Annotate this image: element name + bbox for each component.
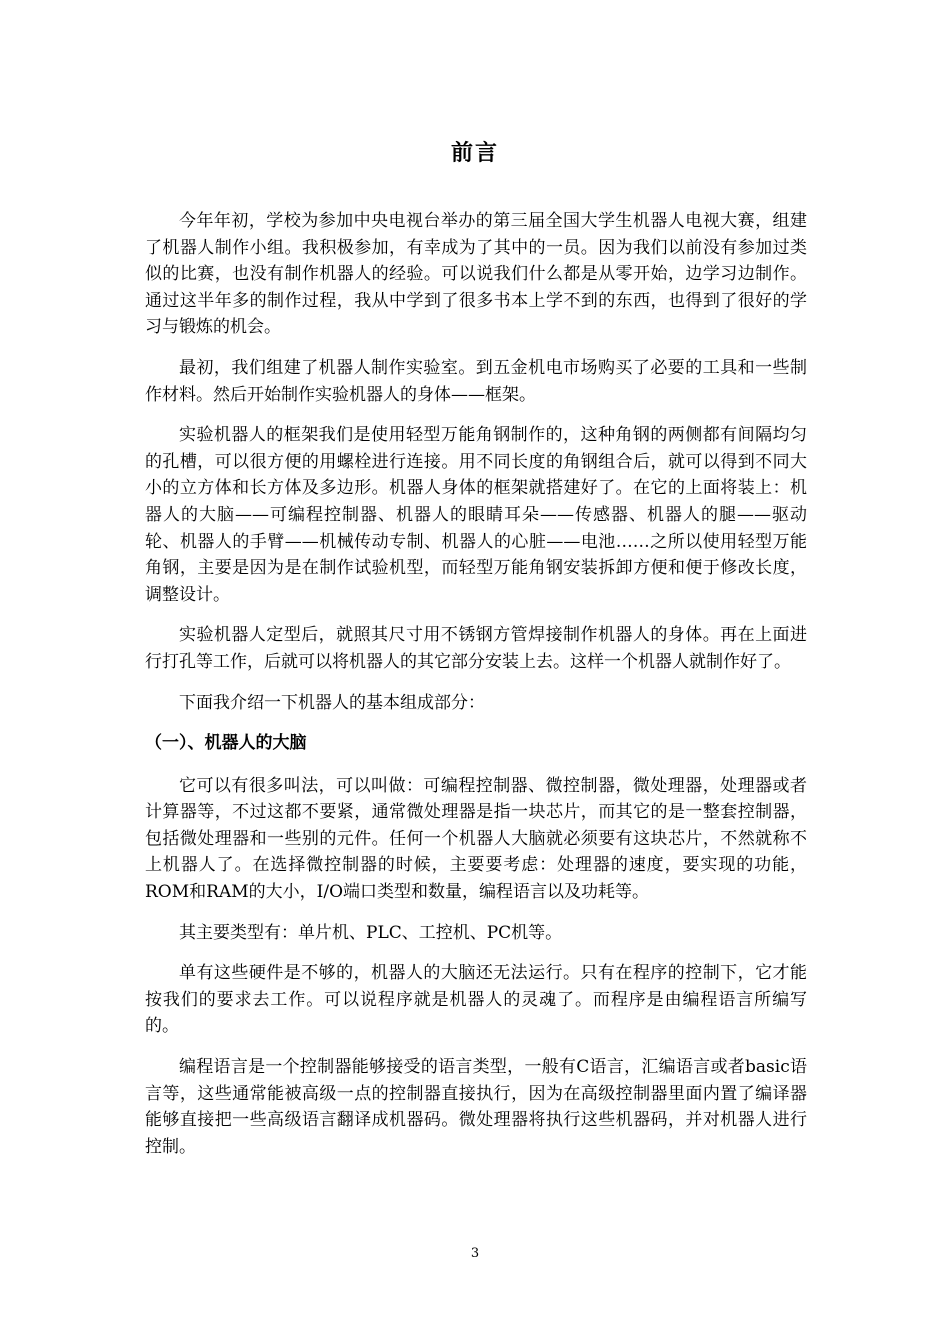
paragraph: 实验机器人的框架我们是使用轻型万能角钢制作的，这种角钢的两侧都有间隔均匀的孔槽，可以很方便的用螺栓进行连接。用不同长度的角钢组合后，就可以得到不同大小的立方体和长方体及多边形。机器人身体的框架就搭建好了。在它的上面将装上：机器人的大脑——可编程控制器、机器人的眼睛耳朵——传感器、机器人的腿——驱动轮、机器人的手臂——机械传动专制、机器人的心脏——电池……之所以使用轻型万能角钢，主要是因为是在制作试验机型，而轻型万能角钢安装拆卸方便和便于修改长度，调整设计。 — [145, 425, 807, 605]
paragraph: 最初，我们组建了机器人制作实验室。到五金机电市场购买了必要的工具和一些制作材料。然后开始制作实验机器人的身体——框架。 — [145, 357, 807, 405]
page-number: 3 — [470, 1246, 480, 1261]
document-body — [145, 208, 807, 1174]
page-title: 前言 — [450, 141, 499, 166]
paragraph: 它可以有很多叫法，可以叫做：可编程控制器、微控制器，微处理器，处理器或者计算器等，不过这都不要紧，通常微处理器是指一块芯片，而其它的是一整套控制器，包括微处理器和一些别的元件。任何一个机器人大脑就必须要有这块芯片，不然就称不上机器人了。在选择微控制器的时候，主要要考虑：处理器的速度，要实现的功能，ROM和RAM的大小，I/O端口类型和数量，编程语言以及功耗等。 — [145, 775, 807, 903]
section-heading: （一）、机器人的大脑 — [145, 733, 307, 754]
paragraph: 实验机器人定型后，就照其尺寸用不锈钢方管焊接制作机器人的身体。再在上面进行打孔等工作，后就可以将机器人的其它部分安装上去。这样一个机器人就制作好了。 — [145, 625, 807, 672]
paragraph: 下面我介绍一下机器人的基本组成部分： — [179, 692, 485, 713]
paragraph: 今年年初，学校为参加中央电视台举办的第三届全国大学生机器人电视大赛，组建了机器人制作小组。我积极参加，有幸成为了其中的一员。因为我们以前没有参加过类似的比赛，也没有制作机器人的经验。可以说我们什么都是从零开始，边学习边制作。通过这半年多的制作过程，我从中学到了很多书本上学不到的东西，也得到了很好的学习与锻炼的机会。 — [145, 211, 807, 338]
paragraph: 其主要类型有：单片机、PLC、工控机、PC机等。 — [179, 922, 563, 943]
paragraph: 编程语言是一个控制器能够接受的语言类型，一般有C语言，汇编语言或者basic语言等，这些通常能被高级一点的控制器直接执行，因为在高级控制器里面内置了编译器能够直接把一些高级语言翻译成机器码。微处理器将执行这些机器码，并对机器人进行控制。 — [145, 1057, 807, 1157]
paragraph: 单有这些硬件是不够的，机器人的大脑还无法运行。只有在程序的控制下，它才能按我们的要求去工作。可以说程序就是机器人的灵魂了。而程序是由编程语言所编写的。 — [145, 963, 807, 1037]
